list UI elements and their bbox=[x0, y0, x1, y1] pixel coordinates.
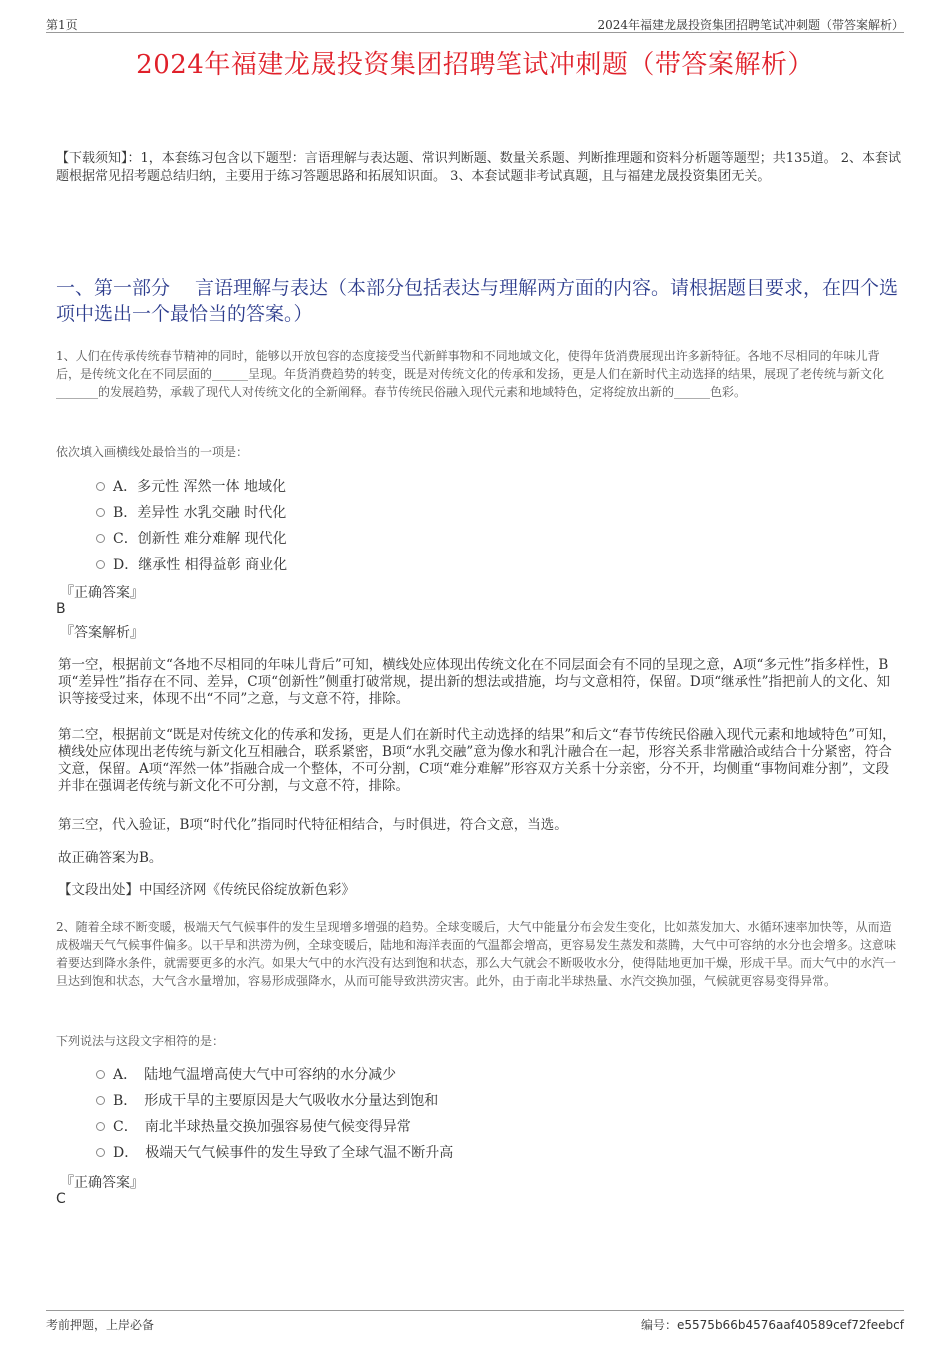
analysis-label: 『答案解析』 bbox=[60, 625, 144, 641]
option-b[interactable] bbox=[96, 499, 287, 525]
correct-answer: C bbox=[56, 1191, 66, 1207]
download-notice: 【下载须知】：1，本套练习包含以下题型：言语理解与表达题、常识判断题、数量关系题、判断推理题和资料分析题等题型；共135道。 2、本套试题根据常见招考题总结归纳，主要用于练习答题思路和拓展知识面。 3、本套试题非考试真题，且与福建龙晟投资集团无关。 bbox=[56, 151, 901, 184]
option-label: C． 南北半球热量交换加强容易使气候变得异常 bbox=[113, 1119, 411, 1135]
radio-icon[interactable] bbox=[96, 534, 105, 543]
page-footer bbox=[46, 1310, 904, 1335]
source-citation: 【文段出处】中国经济网《传统民俗绽放新色彩》 bbox=[58, 882, 355, 898]
question-2-stem: 2、随着全球不断变暖，极端天气气候事件的发生呈现增多增强的趋势。全球变暖后，大气中能量分布会发生变化，比如蒸发加大、水循环速率加快等，从而造成极端天气气候事件偏多。以干旱和洪涝为例，全球变暖后，陆地和海洋表面的气温都会增高，更容易发生蒸发和蒸腾，大气中可容纳的水分也会增多。这意味着要达到降水条件，就需要更多的水汽。如果大气中的水汽没有达到饱和状态，那么大气就会不断吸收水分，使得陆地更加干燥，形成干旱。而大气中的水汽一旦达到饱和状态，大气含水量增加，容易形成强降水，从而可能导致洪涝灾害。此外，由于南北半球热量、水汽交换加强，气候就更容易变得异常。 bbox=[56, 920, 897, 988]
analysis-paragraph-1: 第一空，根据前文“各地不尽相同的年味儿背后”可知，横线处应体现出传统文化在不同层面会有不同的呈现之意，A项“多元性”指多样性，B项“差异性”指存在不同、差异，C项“创新性”侧重打破常规，提出新的想法或措施，均与文意相符，保留。D项“继承性”指把前人的文化、知识等接受过来，体现不出“不同”之意，与文意不符，排除。 bbox=[58, 657, 891, 707]
page-header bbox=[46, 12, 904, 33]
option-label: B． 形成干旱的主要原因是大气吸收水分量达到饱和 bbox=[113, 1093, 439, 1109]
answer-label: 『正确答案』 bbox=[60, 585, 144, 601]
question-1-prompt: 依次填入画横线处最恰当的一项是： bbox=[56, 445, 249, 459]
analysis-conclusion: 故正确答案为B。 bbox=[58, 850, 163, 866]
radio-icon[interactable] bbox=[96, 1070, 105, 1079]
question-1-stem: 1、人们在传承传统春节精神的同时，能够以开放包容的态度接受当代新鲜事物和不同地域文化，使得年货消费展现出许多新特征。各地不尽相同的年味儿背后，是传统文化在不同层面的______呈现。年货消费趋势的转变，既是对传统文化的传承和发扬，更是人们在新时代主动选择的结果，展现了老传统与新文化_______的发展趋势，承载了现代人对传统文化的全新阐释。春节传统民俗融入现代元素和地域特色，定将绽放出新的______色彩。 bbox=[56, 349, 885, 399]
radio-icon[interactable] bbox=[96, 1096, 105, 1105]
footer-slogan: 考前押题，上岸必备 bbox=[46, 1318, 155, 1332]
question-1-options bbox=[96, 473, 287, 577]
option-label: A． 陆地气温增高使大气中可容纳的水分减少 bbox=[113, 1067, 397, 1083]
document-title: 2024年福建龙晟投资集团招聘笔试冲刺题（带答案解析） bbox=[136, 50, 814, 80]
analysis-paragraph-3: 第三空，代入验证，B项“时代化”指同时代特征相结合，与时俱进，符合文意，当选。 bbox=[58, 817, 568, 833]
code-label: 编号： bbox=[641, 1318, 678, 1332]
question-2-options bbox=[96, 1061, 453, 1165]
option-a[interactable] bbox=[96, 1061, 453, 1087]
footer-code bbox=[641, 1316, 904, 1333]
question-2-prompt: 下列说法与这段文字相符的是： bbox=[56, 1034, 225, 1048]
radio-icon[interactable] bbox=[96, 1148, 105, 1157]
option-label: B．差异性 水乳交融 时代化 bbox=[113, 505, 287, 521]
option-b[interactable] bbox=[96, 1087, 453, 1113]
analysis-paragraph-2: 第二空，根据前文“既是对传统文化的传承和发扬，更是人们在新时代主动选择的结果”和后文“春节传统民俗融入现代元素和地域特色”可知，横线处应体现出老传统与新文化互相融合，联系紧密，B项“水乳交融”意为像水和乳汁融合在一起，形容关系非常融洽或结合十分紧密，符合文意，保留。A项“浑然一体”指融合成一个整体，不可分割，C项“难分难解”形容双方关系十分亲密，分不开，均侧重“事物间难分割”，文段并非在强调老传统与新文化不可分割，与文意不符，排除。 bbox=[58, 727, 896, 794]
header-doc-title: 2024年福建龙晟投资集团招聘笔试冲刺题（带答案解析） bbox=[597, 18, 904, 32]
option-label: D． 极端天气气候事件的发生导致了全球气温不断升高 bbox=[113, 1145, 454, 1161]
section-heading: 一、第一部分 言语理解与表达（本部分包括表达与理解两方面的内容。请根据题目要求，在四个选项中选出一个最恰当的答案。） bbox=[56, 277, 899, 325]
option-label: C．创新性 难分难解 现代化 bbox=[113, 531, 287, 547]
radio-icon[interactable] bbox=[96, 482, 105, 491]
radio-icon[interactable] bbox=[96, 1122, 105, 1131]
correct-answer: B bbox=[56, 601, 66, 617]
answer-label: 『正确答案』 bbox=[60, 1175, 144, 1191]
option-c[interactable] bbox=[96, 525, 287, 551]
option-label: A．多元性 浑然一体 地域化 bbox=[113, 479, 287, 495]
page-number: 第1页 bbox=[46, 18, 78, 32]
radio-icon[interactable] bbox=[96, 508, 105, 517]
option-a[interactable] bbox=[96, 473, 287, 499]
option-c[interactable] bbox=[96, 1113, 453, 1139]
option-d[interactable] bbox=[96, 1139, 453, 1165]
code-value: e5575b66b4576aaf40589cef72feebcf bbox=[677, 1318, 904, 1332]
option-label: D．继承性 相得益彰 商业化 bbox=[113, 557, 288, 573]
radio-icon[interactable] bbox=[96, 560, 105, 569]
option-d[interactable] bbox=[96, 551, 287, 577]
